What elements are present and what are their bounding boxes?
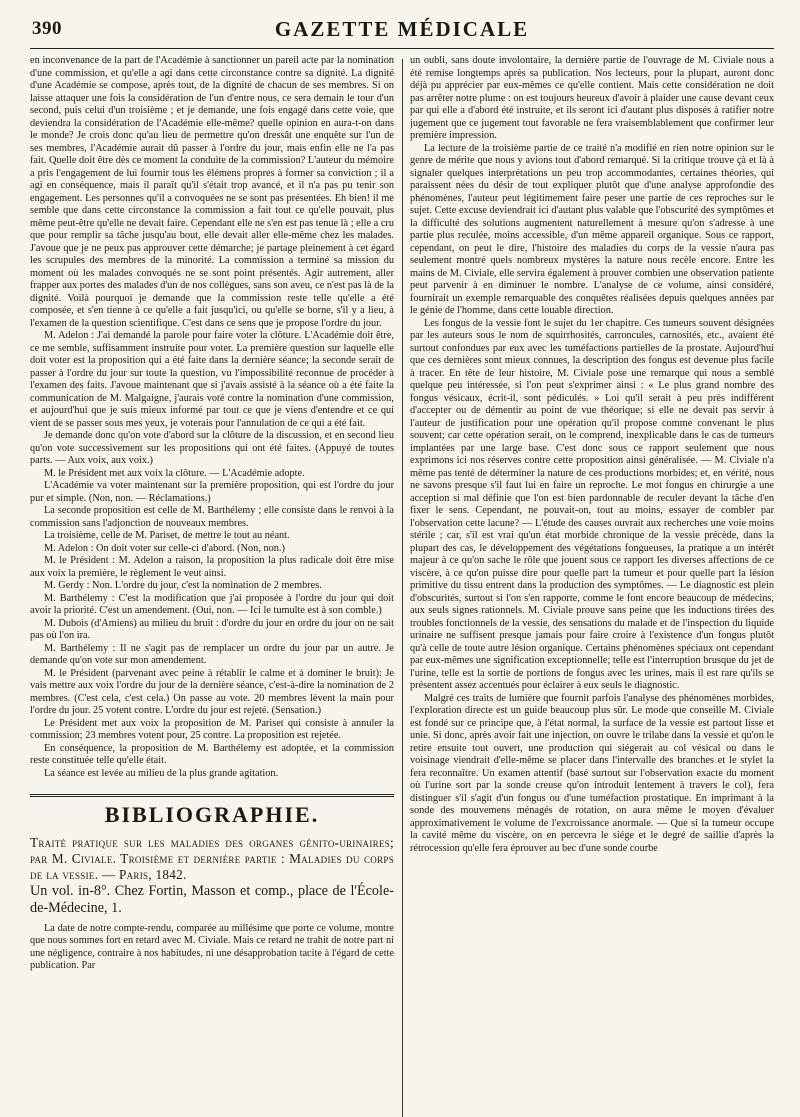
paragraph: un oubli, sans doute involontaire, la dernière partie de l'ouvrage de M. Civiale nous a été remise longtemps après sa publication. Nos lecteurs, pour la plupart, auront donc déjà pu apprécier par eux-mêmes ce qu'elle contient. Mais cette considération ne doit pas arrêter notre plume : on est toujours heureux d'avoir à plaider une cause devant ceux par qui elle a d'abord été instruite, et ils seront ici d'autant plus disposés à ratifier notre jugement que ce jugement tout favorable ne fera vraisemblablement que confirmer leur première impression. — [410, 55, 774, 141]
paragraph: M. Barthélemy : C'est la modification que j'ai proposée à l'ordre du jour qui doit avoir la priorité. C'est un amendement. (Oui, non. — Ici le tumulte est à son comble.) — [30, 592, 394, 616]
paragraph: En conséquence, la proposition de M. Barthélemy est adoptée, et la commission reste constituée telle qu'elle était. — [30, 742, 394, 766]
paragraph: M. Dubois (d'Amiens) au milieu du bruit : d'ordre du jour en ordre du jour on ne sait pas où l'on ira. — [30, 617, 394, 641]
left-column — [30, 55, 394, 1115]
book-publisher: Un vol. in-8°. Chez Fortin, Masson et comp., place de l'École-de-Médecine, 1. — [30, 882, 394, 916]
paragraph: M. Barthélemy : Il ne s'agit pas de remplacer un ordre du jour par un autre. Je demande qu'on vote sur mon amendement. — [30, 642, 394, 666]
paragraph: M. le Président met aux voix la clôture. — L'Académie adopte. — [44, 467, 305, 479]
column-divider — [402, 59, 403, 1117]
right-column — [410, 55, 774, 1115]
paragraph: La seconde proposition est celle de M. Barthélemy ; elle consiste dans le renvoi à la commission sans l'adjonction de nouveaux membres. — [30, 505, 394, 529]
paragraph: Malgré ces traits de lumière que fournit parfois l'analyse des phénomènes morbides, l'exploration directe est un guide beaucoup plus sûr. Le mode que conseille M. Civiale est fondé sur ce principe que, à l'état normal, la surface de la vessie est partout lisse et unie. Si donc, après avoir fait une injection, on ouvre le trilabe dans la vessie et qu'on le retire ensuite tout ouvert, une production qui siégerait au col vésical ou dans le voisinage viendrait d'elle-même se placer dans l'intervalle des branches et le stylet la fera reconnaître. Un examen attentif (basé surtout sur l'observation exacte du moment où l'urine sort par la sonde creuse qu'on introduit lentement à travers le col), fera distinguer s'il s'agit d'un fongus ou d'une tuméfaction prostatique. En imprimant à la sonde des mouvemens ménagés de rotation, on aura même le moyen d'évaluer approximativement le volume de l'excroissance anormale. — Que si la tumeur occupe la cavité même du viscère, on en percevra le siége et le degré de saillie d'après la rétrocession qu'elle fera éprouver au bec d'une sonde courbe — [410, 692, 774, 854]
paragraph: La lecture de la troisième partie de ce traité n'a modifié en rien notre opinion sur le genre de mérite que nous y avions tout d'abord remarqué. Si la critique trouve çà et là à signaler quelques interprétations un peu trop accommodantes, certaines théories, qui paraissent nées du désir de tout expliquer plutôt que d'une analyse approfondie des phénomènes, l'auteur peut légitimement faire peser une partie de ces reproches sur le sujet. Cette excuse deviendrait ici d'autant plus valable que l'obscurité des symptômes et la difficulté des solutions augmentent naturellement à mesure qu'on s'adresse à une partie plus reculée, moins accessible, d'un même appareil organique. Sous ce rapport, cependant, on peut le dire, l'histoire des maladies du corps de la vessie n'aura pas seulement montré quels nombreux mystères la nature nous recèle encore. Entre les mains de M. Civiale, elle servira également à prouver combien une observation patiente peut parvenir à en diminuer le nombre. L'analyse de ce volume, ainsi considéré, fournirait un exemple remarquable des conquêtes réalisées depuis quelques années par le génie de l'homme, dans cette louable direction. — [410, 142, 774, 316]
paragraph: L'Académie va voter maintenant sur la première proposition, qui est l'ordre du jour pur et simple. (Non, non. — Réclamations.) — [30, 480, 394, 504]
paragraph: M. le Président (parvenant avec peine à rétablir le calme et à dominer le bruit): Je vais mettre aux voix l'ordre du jour de la dernière séance, c'est-à-dire la nomination de 2 membres. (C'est cela, c'est cela.) On passe au vote. 20 membres lèvent la main pour l'ordre du jour. 25 votent contre. L'ordre du jour est rejeté. (Sensation.) — [30, 667, 394, 716]
paragraph: La date de notre compte-rendu, comparée au millésime que porte ce volume, montre que nous sommes fort en retard avec M. Civiale. Mais ce retard ne trahit de notre part ni une négligence, contraire à nos habitudes, ni une désapprobation tacite à l'égard de cette publication. Par — [30, 922, 394, 971]
paragraph: M. le Président : M. Adelon a raison, la proposition la plus radicale doit être mise aux voix la première, le règlement le veut ainsi. — [30, 555, 394, 579]
paragraph: M. Adelon : J'ai demandé la parole pour faire voter la clôture. L'Académie doit être, ce me semble, suffisamment instruite pour voter. La première question sur laquelle elle doit voter est la proposition qui a été faite dans la dernière séance; la seconde serait de passer à l'ordre du jour sur toute la question, vu l'impossibilité reconnue de procéder à l'examen des faits. J'avoue maintenant que si j'avais assisté à la séance où a été faite la communication de M. Malgaigne, j'aurais voté contre la nomination d'une commission, et aujourd'hui que je suis mieux informé par tout ce que je viens d'entendre et ce qui vient de se passer sous mes yeux, je voterais pour l'annulation de ce qui a été fait. — [30, 330, 394, 429]
columns — [30, 55, 774, 1117]
paragraph: M. Gerdy : Non. L'ordre du jour, c'est la nomination de 2 membres. — [44, 580, 322, 591]
paragraph: en inconvenance de la part de l'Académie à sanctionner un pareil acte par la nomination d'une commission, et qu'elle a agi dans cette circonstance contre sa dignité. La dignité d'une Académie se compose, après tout, de la dignité de chacun de ses membres. Si on laisse attaquer une fois la considération de l'un d'entre nous, ce sera demain le tour d'un second, puis celui d'un troisième ; et je demande, une fois engagé dans cette voie, que deviendra la considération de l'Académie elle-même? quelle opinion en aura-t-on dans le monde? Je crois donc qu'au lieu de permettre qu'on dressât une enquête sur l'un de ses membres, l'Académie aurait dû passer à l'ordre du jour, mais enfin elle ne l'a pas fait. Quelle doit être dès ce moment la conduite de la commission? L'auteur du mémoire a pris l'engagement de lui fournir tous les élémens propres à former sa conviction ; il a agi en conséquence, mais il paraît qu'il s'était trop avancé, et il n'a pas pu tenir son engagement. Les personnes qu'il a convoquées ne se sont pas présentées. Eh bien! il me semble que dans cette circonstance la commission a fait tout ce qu'elle pouvait, plus même peut-être qu'elle ne devait faire. Cependant elle ne s'en est pas tenue là ; elle a cru que pour remplir sa tâche jusqu'au bout, elle devait aller elle-même chez les malades. J'avoue que je ne peux pas approuver cette démarche; je partage pleinement à cet égard les scrupules des membres de la minorité. La commission a terminé sa mission du moment où les malades convoqués ne se sont point présentés. Agir autrement, aller frapper aux portes des malades d'un de nos collègues, sans son aveu, ce n'est pas là de la dignité. Voilà pourquoi je demande que la commission reste telle qu'elle a été composée, et s'en tienne à ce qu'elle a fait jusqu'ici, ou qu'elle se borne, s'il y a lieu, à l'examen de la question scientifique. C'est dans ce sens que je propose l'ordre du jour. — [30, 55, 394, 329]
page-number: 390 — [32, 18, 62, 39]
paragraph: Le Président met aux voix la proposition de M. Pariset qui consiste à annuler la commission; 23 membres votent pour, 25 contre. La proposition est rejetée. — [30, 717, 394, 741]
bibliography-section — [30, 794, 394, 827]
paragraph: M. Adelon : On doit voter sur celle-ci d'abord. (Non, non.) — [44, 542, 285, 554]
paragraph: La séance est levée au milieu de la plus grande agitation. — [44, 767, 279, 779]
paragraph: La troisième, celle de M. Pariset, de mettre le tout au néant. — [44, 530, 290, 541]
book-title: Traité pratique sur les maladies des organes génito-urinaires; par M. Civiale. Troisième et dernière partie : Maladies du corps de la vessie. — Paris, 1842. — [30, 834, 394, 882]
paragraph: Les fongus de la vessie font le sujet du 1er chapitre. Ces tumeurs souvent désignées par les auteurs sous le nom de squirrhosités, carroncules, carnosités, etc., avaient été surtout confondues par eux avec les tuméfactions partielles de la prostate. Aujourd'hui que ces dernières sont mieux connues, la description des fongus est devenue plus facile à tracer. En tête de leur histoire, M. Civiale pose une remarque qui nous a semblé quelque peu intéressée, si l'on peut s'exprimer ainsi : « Le plus grand nombre des fongus vésicaux, écrit-il, sont pédiculés. » Loi qu'il serait à peu près indifférent d'accepter ou de démentir au point de vue théorique; si elle ne devait pas servir à l'auteur de justification pour une opération qu'il propose comme convenant le plus souvent; car cette opération serait, on le comprend, inexplicable dans le cas de tumeurs implantées par une large base. C'est donc sous ce rapport seulement que nous exprimons ici nos réserves contre cette proposition ainsi généralisée. — M. Civiale n'a même pas tenté de déterminer la nature de ces productions morbides; et, en vérité, nous ne savons presque s'il faut lui en faire un reproche. Le mot fongus en chirurgie a une acception si mal définie que l'on est bien pardonnable de reculer devant la tâche d'en fixer le sens. Cependant, ne pouvait-on, tout au moins, essayer de combler par l'observation cette lacune? — L'étude des causes ouvrait aux recherches une voie moins stérile ; car, s'il est vrai qu'un état morbide chronique de la vessie précède, dans la plupart des cas, le développement des végétations fongueuses, la pratique a un intérêt majeur à ce qu'on sache le rôle que jouent sous ce rapport les diverses affections de ce viscère, à ce qu'on puisse dire pour quelle part la tumeur et pour quelle part la lésion primitive du tissu entrent dans la production des symptômes. — Le diagnostic est plein d'obscurités, surtout si l'on s'en rapporte, comme le font encore beaucoup de médecins, aux seuls signes rationnels. M. Civiale prouve sans peine que les inductions tirées des troubles fonctionnels de la vessie, des sensations du malade et de l'inspection du liquide urinaire ne suffisent presque jamais pour faire croire à l'existence d'un fongus plutôt qu'à celle de toute autre lésion organique. Certains phénomènes spéciaux ont cependant par eux-mêmes une signification exceptionnelle; telle est l'interruption brusque du jet de l'urine, telle est la sortie de portions de fongus avec les urines, mais il est rare qu'ils se présentent assez accentués pour éclairer à eux seuls le diagnostic. — [410, 317, 774, 691]
page-header — [30, 14, 774, 49]
running-title: GAZETTE MÉDICALE — [274, 17, 530, 41]
bibliography-heading: BIBLIOGRAPHIE. — [104, 802, 320, 827]
paragraph: Je demande donc qu'on vote d'abord sur la clôture de la discussion, et en second lieu qu'on vote successivement sur les propositions qui ont été faites. (Appuyé de toutes parts. — Aux voix, aux voix.) — [30, 430, 394, 466]
